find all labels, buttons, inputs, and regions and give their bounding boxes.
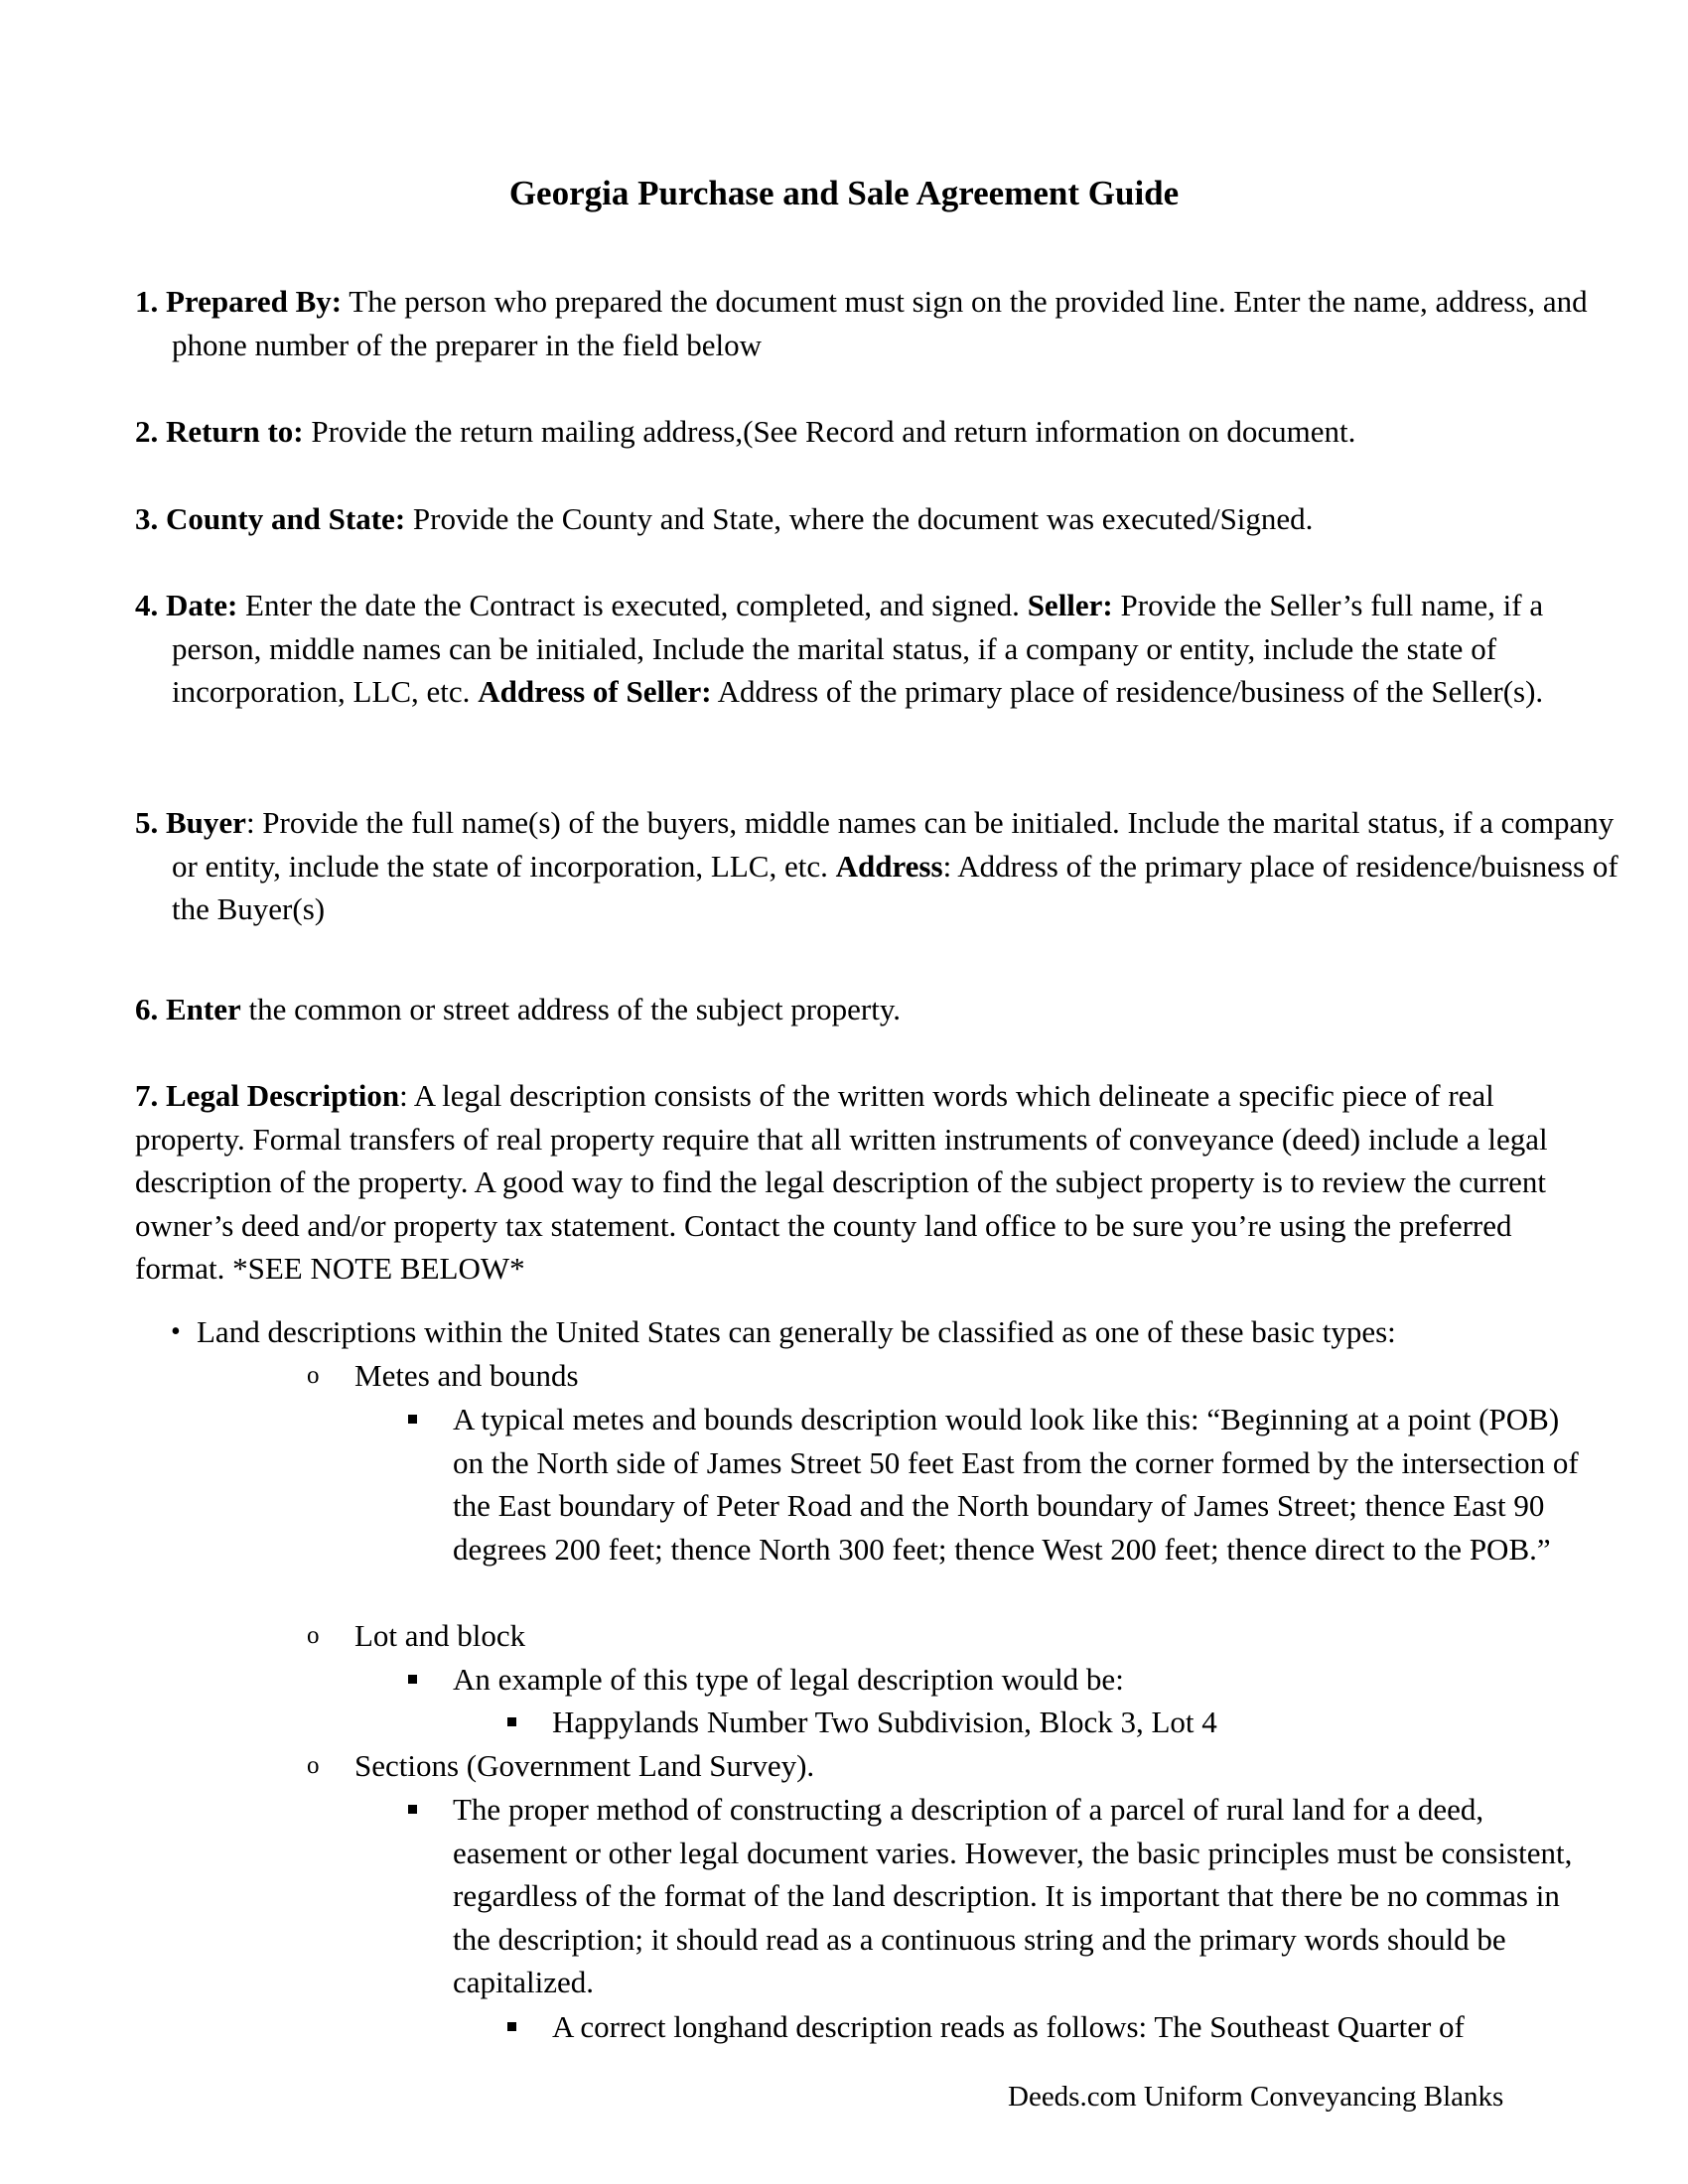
bullet-dot-icon: • [171,1316,181,1347]
bullet-list-item [307,1354,1546,1398]
bullet-text: A correct longhand description reads as follows: The Southeast Quarter of [552,2009,1465,2044]
bullet-list-item [171,1310,1587,1354]
bullet-list-item [552,1701,1585,1744]
bullet-text: Happylands Number Two Subdivision, Block 3, Lot 4 [552,1705,1217,1739]
item-label: Return to: [166,414,304,449]
item-number: 1. [135,284,159,319]
item-text: : A legal description consists of the written words which delineate a specific piece of real property. Formal transfers of real property require that all written instruments of conveyance (deed) include a legal description of the property. A good way to find the legal description of the subject property is to review the current owner’s deed and/or property tax statement. Contact the county land office to be sure you’re using the preferred format. *SEE NOTE BELOW* [135,1078,1548,1287]
item-number: 6. [135,992,159,1026]
item-text: Provide the County and State, where the document was executed/Signed. [405,501,1314,536]
item-number: 2. [135,414,159,449]
bullet-text: A typical metes and bounds description would look like this: “Beginning at a point (POB) on the North side of James Street 50 feet East from the corner formed by the intersection of the East boundary of Peter Road and the North boundary of James Street; thence East 90 degrees 200 feet; thence North 300 feet; thence West 200 feet; thence direct to the POB.” [453,1402,1579,1567]
guide-item-county-state [135,497,1621,541]
bullet-circle-icon: o [307,1622,320,1649]
guide-item-date-seller [135,584,1621,714]
guide-item-return-to [135,410,1621,454]
bullet-list-item [307,1614,1546,1658]
bullet-text: An example of this type of legal description would be: [453,1662,1124,1697]
item-label: Prepared By: [166,284,343,319]
bullet-text: Metes and bounds [354,1358,579,1393]
item-number: 4. [135,588,159,622]
bullet-list-item [453,1658,1585,1702]
page-title: Georgia Purchase and Sale Agreement Guide [508,174,1180,212]
guide-item-legal-description [135,1074,1585,1291]
item-text-seller-address: Address of the primary place of residence/business of the Seller(s). [711,674,1544,710]
page-footer: Deeds.com Uniform Conveyancing Blanks [1008,2081,1504,2113]
bullet-square-icon [507,1717,516,1726]
item-number: 3. [135,501,159,536]
bullet-circle-icon: o [307,1362,320,1389]
guide-item-buyer [135,801,1621,931]
item-label: Buyer [166,805,246,840]
item-label: Enter [166,992,241,1026]
bullet-text: Sections (Government Land Survey). [354,1748,815,1783]
item-label-seller-address: Address of Seller: [478,674,712,710]
item-text-address: : Address of the primary place of residence/buisness of the Buyer(s) [172,848,1618,927]
bullet-list-item [453,1398,1585,1570]
guide-item-property-address [135,988,1621,1031]
bullet-square-icon [408,1675,417,1684]
bullet-list-item [453,1788,1585,2004]
item-label: County and State: [166,501,406,536]
bullet-list-item [552,2005,1585,2049]
item-label-address: Address [835,848,943,884]
bullet-square-icon [507,2022,516,2031]
item-label: Date: [166,588,238,622]
item-text: Provide the return mailing address,(See Record and return information on document. [303,414,1356,449]
bullet-text: Land descriptions within the United States can generally be classified as one of these basic types: [197,1314,1396,1349]
bullet-square-icon [408,1415,417,1424]
bullet-square-icon [408,1805,417,1814]
item-label: Legal Description [166,1078,400,1113]
bullet-text: Lot and block [354,1618,526,1653]
item-label-seller: Seller: [1027,588,1113,622]
bullet-circle-icon: o [307,1752,320,1779]
item-number: 7. [135,1078,159,1113]
item-text: : Provide the full name(s) of the buyers, middle names can be initialed. Include the marital status, if a company or entity, include the state of incorporation, LLC, etc. [172,805,1615,884]
guide-item-prepared-by [135,280,1621,366]
item-text-seller: Provide the Seller’s full name, if a person, middle names can be initialed, Include the marital status, if a company or entity, include the state of incorporation, LLC, etc. [172,588,1544,710]
bullet-list-item [307,1744,1546,1788]
item-text: Enter the date the Contract is executed, completed, and signed. [237,588,1028,622]
bullet-text: The proper method of constructing a description of a parcel of rural land for a deed, easement or other legal document varies. However, the basic principles must be consistent, regardless of the format of the land description. It is important that there be no commas in the description; it should read as a continuous string and the primary words should be capitalized. [453,1792,1573,2000]
item-text: The person who prepared the document must sign on the provided line. Enter the name, address, and phone number of the preparer in the field below [172,284,1588,362]
item-number: 5. [135,805,159,840]
item-text: the common or street address of the subject property. [240,992,902,1026]
